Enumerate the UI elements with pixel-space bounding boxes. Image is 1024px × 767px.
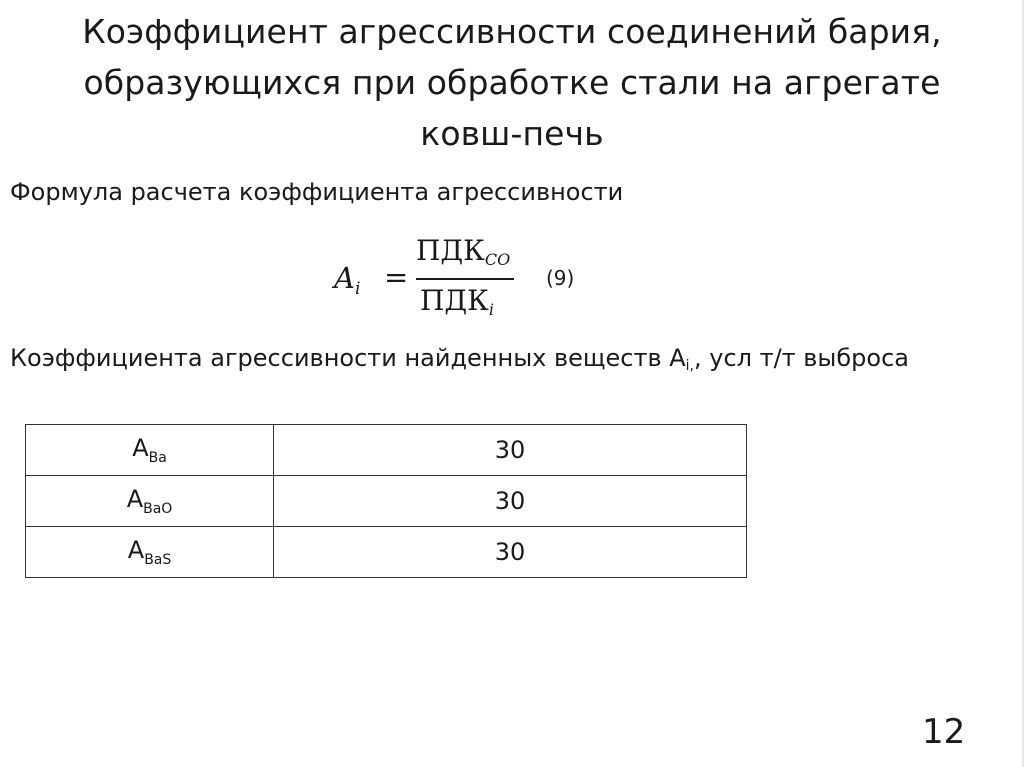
formula-caption: Формула расчета коэффициента агрессивности <box>10 178 624 206</box>
title-line-2: образующихся при обработке стали на агрегате <box>83 63 941 102</box>
formula-numerator-text: ПДК <box>416 234 485 267</box>
table-cell-value: 30 <box>274 476 747 527</box>
table-row <box>26 425 747 476</box>
formula-equals: = <box>384 260 409 294</box>
title-line-3: ковш-печь <box>420 114 604 153</box>
table-cell-value: 30 <box>274 425 747 476</box>
title-line-1: Коэффициент агрессивности соединений бария, <box>82 12 942 51</box>
table-cell-substance <box>26 425 274 476</box>
formula-denominator-text: ПДК <box>420 284 489 317</box>
substance-symbol: А <box>127 536 145 564</box>
substance-subscript: Ba <box>148 450 167 466</box>
table-caption-text: Коэффициента агрессивности найденных веществ А <box>10 344 686 372</box>
substance-subscript: BaS <box>144 552 172 568</box>
substance-symbol: А <box>126 485 144 513</box>
table-row <box>26 476 747 527</box>
slide-title <box>20 6 1004 159</box>
equation-number: (9) <box>546 266 575 290</box>
table-cell-substance <box>26 527 274 578</box>
formula-lhs-subscript: i <box>354 279 361 299</box>
substance-symbol: А <box>132 434 149 462</box>
formula-lhs <box>334 261 360 299</box>
page-number: 12 <box>922 712 966 752</box>
formula <box>334 230 584 326</box>
table-cell-substance <box>26 476 274 527</box>
formula-denominator <box>420 284 494 319</box>
table-caption-subscript: i, <box>685 358 694 374</box>
formula-numerator <box>416 234 510 269</box>
formula-denominator-subscript: i <box>488 300 494 319</box>
aggressiveness-table <box>25 424 747 578</box>
fraction-bar <box>416 278 514 280</box>
table-cell-value: 30 <box>274 527 747 578</box>
substance-subscript: BaO <box>143 501 173 517</box>
table-row <box>26 527 747 578</box>
formula-lhs-symbol: A <box>334 261 355 295</box>
table-caption-tail: , усл т/т выброса <box>693 344 909 372</box>
table-caption <box>10 340 970 384</box>
formula-numerator-subscript: CO <box>484 250 511 269</box>
